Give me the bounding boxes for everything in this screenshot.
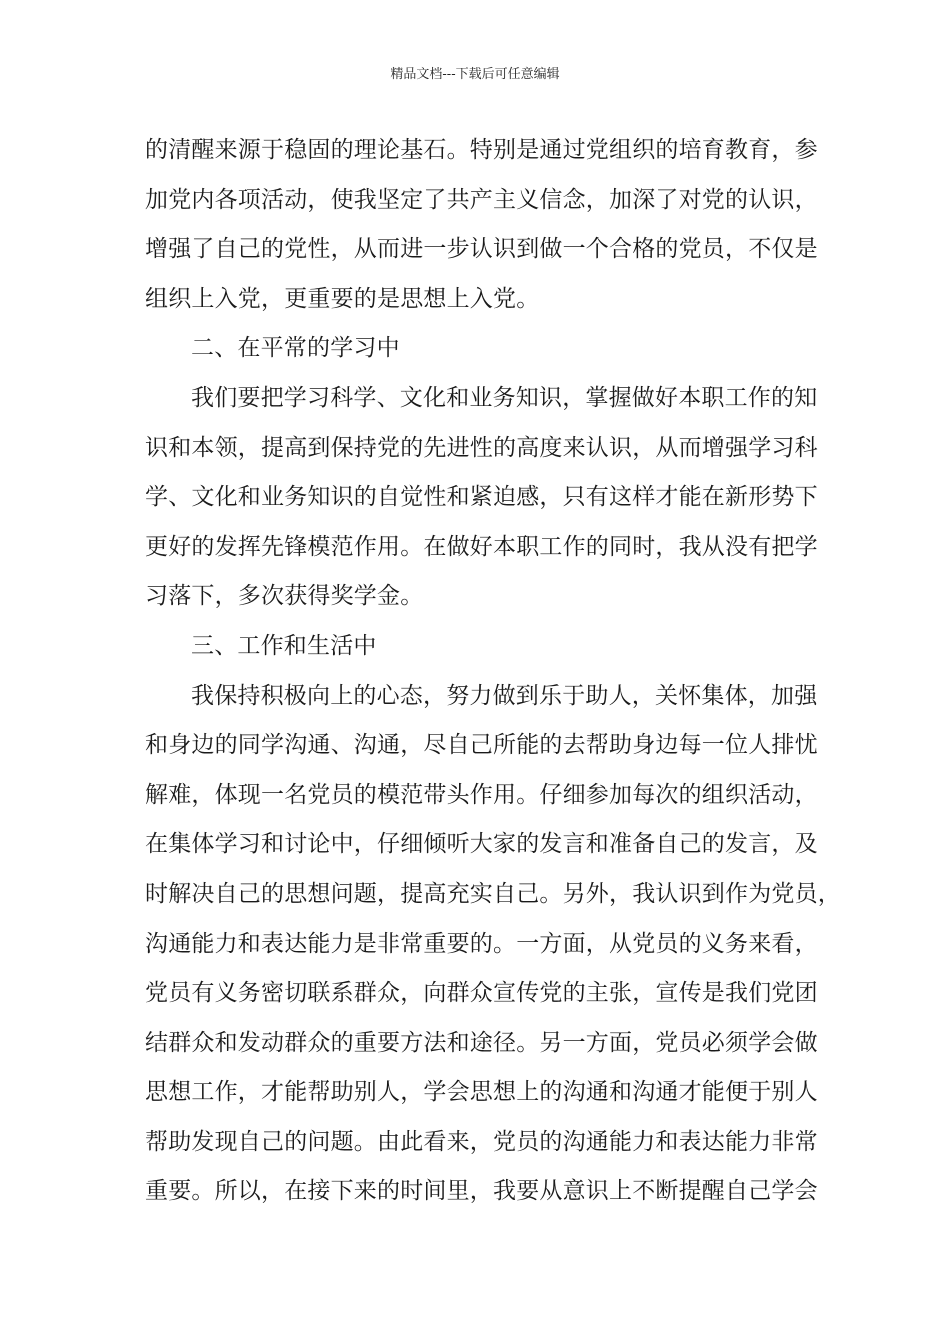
- document-body: [145, 126, 841, 1217]
- page-header: 精品文档---下载后可任意编辑: [390, 67, 560, 82]
- text-line: 习落下，多次获得奖学金。: [145, 583, 424, 610]
- text-line: 我们要把学习科学、文化和业务知识，掌握做好本职工作的知: [191, 384, 818, 411]
- text-line: 在集体学习和讨论中，仔细倾听大家的发言和准备自己的发言，及: [145, 831, 818, 858]
- text-line: 增强了自己的党性，从而进一步认识到做一个合格的党员，不仅是: [145, 236, 818, 263]
- text-line: 更好的发挥先锋模范作用。在做好本职工作的同时，我从没有把学: [145, 533, 818, 560]
- text-line: 识和本领，提高到保持党的先进性的高度来认识，从而增强学习科: [145, 434, 818, 461]
- text-line: 我保持积极向上的心态，努力做到乐于助人，关怀集体，加强: [191, 682, 818, 709]
- text-line: 重要。所以，在接下来的时间里，我要从意识上不断提醒自己学会: [145, 1178, 818, 1205]
- text-line: 帮助发现自己的问题。由此看来，党员的沟通能力和表达能力非常: [145, 1128, 818, 1155]
- text-line: 组织上入党，更重要的是思想上入党。: [145, 285, 540, 312]
- text-line: 党员有义务密切联系群众，向群众宣传党的主张，宣传是我们党团: [145, 980, 818, 1007]
- text-line: 和身边的同学沟通、沟通，尽自己所能的去帮助身边每一位人排忧: [145, 732, 818, 759]
- text-line: 学、文化和业务知识的自觉性和紧迫感，只有这样才能在新形势下: [145, 484, 818, 511]
- text-line: 解难，体现一名党员的模范带头作用。仔细参加每次的组织活动，: [145, 781, 818, 808]
- text-line: 沟通能力和表达能力是非常重要的。一方面，从党员的义务来看，: [145, 930, 818, 957]
- text-line: 加党内各项活动，使我坚定了共产主义信念，加深了对党的认识，: [145, 186, 818, 213]
- text-line: 时解决自己的思想问题，提高充实自己。另外，我认识到作为党员，: [145, 880, 841, 907]
- section-heading: 三、工作和生活中: [191, 632, 377, 659]
- text-line: 思想工作，才能帮助别人，学会思想上的沟通和沟通才能便于别人: [145, 1079, 818, 1106]
- text-line: 结群众和发动群众的重要方法和途径。另一方面，党员必须学会做: [145, 1029, 818, 1056]
- text-line: 的清醒来源于稳固的理论基石。特别是通过党组织的培育教育，参: [145, 137, 818, 163]
- section-heading: 二、在平常的学习中: [191, 335, 400, 362]
